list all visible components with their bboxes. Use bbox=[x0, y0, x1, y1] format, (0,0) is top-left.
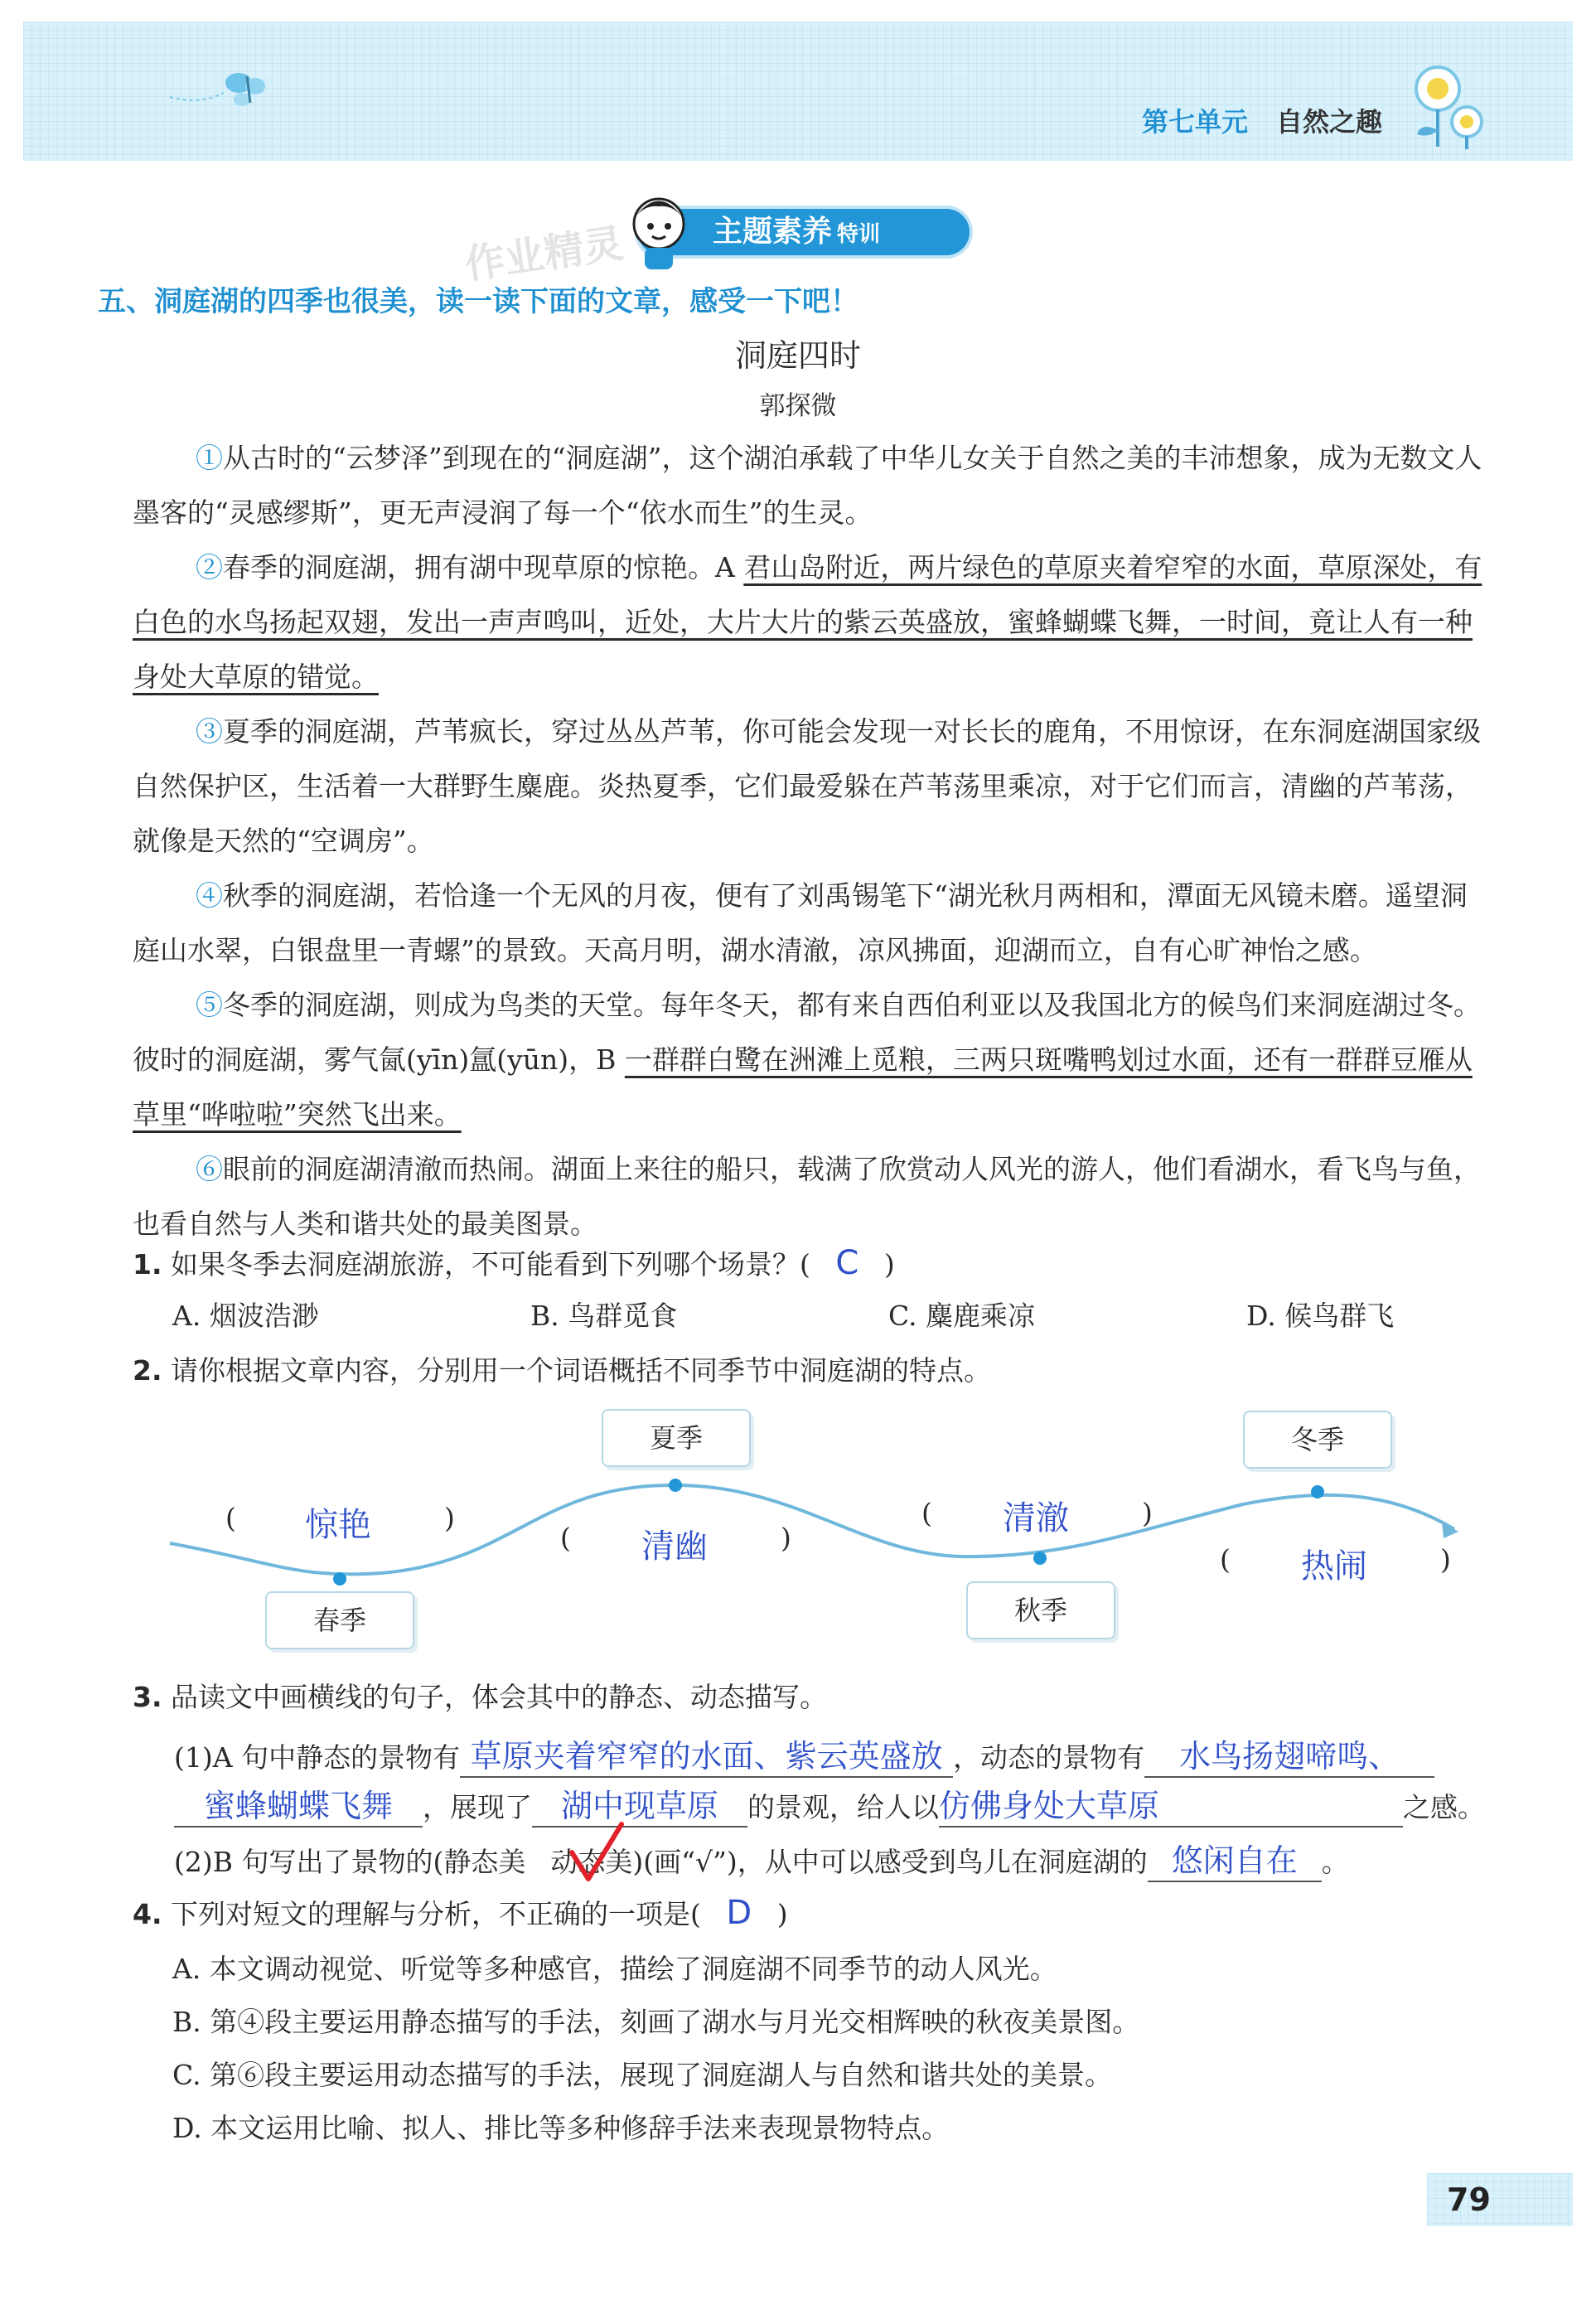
question-text: 如果冬季去洞庭湖旅游，不可能看到下列哪个场景？( bbox=[171, 1248, 810, 1281]
paragraph-text: 春季的洞庭湖，拥有湖中现草原的惊艳。A bbox=[223, 551, 744, 583]
q3-text: (2)B 句写出了景物的(静态美 bbox=[174, 1846, 526, 1878]
option-label: 动态美 bbox=[550, 1846, 633, 1878]
q1-option-d: D. 候鸟群飞 bbox=[1246, 1300, 1395, 1332]
spring-dot bbox=[333, 1572, 346, 1586]
topic-label: 自然之趣 bbox=[1276, 106, 1383, 138]
question-text: 请你根据文章内容，分别用一个词语概括不同季节中洞庭湖的特点。 bbox=[171, 1354, 991, 1387]
paren-open: ( bbox=[921, 1497, 932, 1529]
banner-main: 主题素养 bbox=[713, 215, 833, 249]
q3-text: 之感。 bbox=[1403, 1791, 1485, 1823]
answer-feeling: 仿佛身处大草原 bbox=[939, 1780, 1403, 1828]
answer-spring: 惊艳 bbox=[305, 1506, 371, 1544]
paragraph-number: ③ bbox=[196, 715, 223, 748]
article-title: 洞庭四时 bbox=[734, 337, 861, 374]
underlined-sentence-a: 君山岛附近，两片绿色的草原夹着窄窄的水面，草原深处，有白色的水鸟扬起双翅，发出一声声鸣叫，近处，大片大片的紫云英盛放，蜜蜂蝴蝶飞舞，一时间，竟让人有一种身处大草原的错觉。 bbox=[133, 551, 1482, 693]
paragraph-text: 冬季的洞庭湖，则成为鸟类的天堂。每年冬天，都有来自西伯利亚以及我国北方的候鸟们来洞庭湖过冬。彼时的洞庭湖，雾气氤(yīn)氲(yūn)，B bbox=[133, 989, 1481, 1076]
q1-option-a: A. 烟波浩渺 bbox=[172, 1300, 319, 1332]
q4-option-c: C. 第⑥段主要运用动态描写的手法，展现了洞庭湖人与自然和谐共处的美景。 bbox=[172, 2059, 1113, 2091]
question-number: 1. bbox=[133, 1248, 162, 1281]
q4-option-d: D. 本文运用比喻、拟人、排比等多种修辞手法来表现景物特点。 bbox=[172, 2112, 950, 2144]
page-number: 79 bbox=[1427, 2173, 1573, 2226]
season-summer: 夏季 bbox=[602, 1409, 751, 1467]
question-text: 下列对短文的理解与分析，不正确的一项是( bbox=[171, 1898, 701, 1930]
answer-q1: C bbox=[835, 1244, 859, 1282]
q3-text: (1)A 句中静态的景物有 bbox=[174, 1741, 461, 1774]
question-number: 2. bbox=[133, 1354, 162, 1387]
paren-close: ) bbox=[1440, 1543, 1451, 1576]
question-close: ) bbox=[883, 1248, 895, 1281]
paragraph-text: 夏季的洞庭湖，芦苇疯长，穿过丛丛芦苇，你可能会发现一对长长的鹿角，不用惊讶，在东洞庭湖国家级自然保护区，生活着一大群野生麋鹿。炎热夏季，它们最爱躲在芦苇荡里乘凉，对于它们而言，清幽的芦苇荡，就像是天然的“空调房”。 bbox=[133, 715, 1481, 857]
q3-part-1-line-2 bbox=[174, 1780, 1485, 1828]
paragraph-text: 秋季的洞庭湖，若恰逢一个无风的月夜，便有了刘禹锡笔下“湖光秋月两相和，潭面无风镜未磨。遥望洞庭山水翠，白银盘里一青螺”的景致。天高月明，湖水清澈，凉风拂面，迎湖而立，自有心旷神怡之感。 bbox=[133, 879, 1468, 966]
option-dynamic-beauty bbox=[550, 1846, 632, 1878]
watermark: 作业精灵 bbox=[462, 220, 626, 289]
autumn-dot bbox=[1033, 1552, 1047, 1565]
paren-close: ) bbox=[781, 1522, 791, 1554]
paren-close: ) bbox=[1142, 1497, 1153, 1529]
question-close: ) bbox=[776, 1898, 788, 1930]
paren-open: ( bbox=[560, 1522, 571, 1554]
question-4 bbox=[133, 1893, 788, 1932]
question-3 bbox=[133, 1676, 827, 1715]
underlined-sentence-b: 一群群白鹭在洲滩上觅粮，三两只斑嘴鸭划过水面，还有一群群豆雁从草里“哗啦啦”突然飞出来。 bbox=[133, 1043, 1473, 1130]
answer-birds-feeling: 悠闲自在 bbox=[1148, 1835, 1322, 1882]
winter-dot bbox=[1311, 1485, 1324, 1498]
banner-sub: 特训 bbox=[837, 222, 881, 247]
q3-part-2 bbox=[174, 1835, 1349, 1882]
paren-open: ( bbox=[1220, 1543, 1231, 1576]
answer-q4: D bbox=[726, 1894, 752, 1932]
answer-dynamic-scenery-2: 蜜蜂蝴蝶飞舞 bbox=[174, 1780, 423, 1828]
paragraph-number: ② bbox=[196, 551, 223, 583]
q3-text: 的景观，给人以 bbox=[747, 1791, 939, 1823]
q3-part-1-line-1 bbox=[174, 1731, 1434, 1778]
q3-text: )(画“√”)，从中可以感受到鸟儿在洞庭湖的 bbox=[632, 1846, 1148, 1878]
question-number: 4. bbox=[133, 1898, 162, 1930]
q1-option-b: B. 鸟群觅食 bbox=[530, 1300, 678, 1332]
section-title: 五、洞庭湖的四季也很美，读一读下面的文章，感受一下吧！ bbox=[98, 285, 858, 318]
answer-autumn: 清澈 bbox=[1003, 1499, 1069, 1537]
paragraph-number: ① bbox=[196, 442, 223, 474]
q4-option-b: B. 第④段主要运用静态描写的手法，刻画了湖水与月光交相辉映的秋夜美景图。 bbox=[172, 2006, 1140, 2038]
checkmark-icon bbox=[568, 1821, 626, 1887]
q3-text: 。 bbox=[1321, 1846, 1349, 1878]
answer-summer: 清幽 bbox=[641, 1527, 708, 1566]
question-text: 品读文中画横线的句子，体会其中的静态、动态描写。 bbox=[171, 1681, 827, 1713]
paragraph-text: 眼前的洞庭湖清澈而热闹。湖面上来往的船只，载满了欣赏动人风光的游人，他们看湖水，看飞鸟与鱼，也看自然与人类和谐共处的最美图景。 bbox=[133, 1153, 1481, 1240]
answer-dynamic-scenery-1: 水鸟扬翅啼鸣、 bbox=[1144, 1731, 1434, 1778]
answer-landscape: 湖中现草原 bbox=[532, 1780, 747, 1828]
paragraph-number: ④ bbox=[196, 879, 223, 912]
paragraph-number: ⑥ bbox=[196, 1153, 223, 1185]
unit-label: 第七单元 bbox=[1142, 106, 1249, 138]
article-author: 郭探微 bbox=[759, 391, 837, 421]
season-autumn: 秋季 bbox=[966, 1581, 1115, 1639]
q3-text: ，展现了 bbox=[423, 1791, 532, 1823]
question-number: 3. bbox=[133, 1681, 162, 1713]
summer-dot bbox=[669, 1479, 682, 1492]
q3-text: ，动态的景物有 bbox=[953, 1741, 1145, 1774]
paragraph-text: 从古时的“云梦泽”到现在的“洞庭湖”，这个湖泊承载了中华儿女关于自然之美的丰沛想象，成为无数文人墨客的“灵感缪斯”，更无声浸润了每一个“依水而生”的生灵。 bbox=[133, 442, 1482, 529]
season-spring: 春季 bbox=[265, 1591, 414, 1649]
paren-open: ( bbox=[225, 1502, 236, 1534]
arrow-head-icon bbox=[1442, 1522, 1458, 1538]
answer-static-scenery: 草原夹着窄窄的水面、紫云英盛放 bbox=[460, 1731, 953, 1778]
q1-option-c: C. 麋鹿乘凉 bbox=[888, 1300, 1036, 1332]
season-winter: 冬季 bbox=[1243, 1411, 1392, 1469]
q4-option-a: A. 本文调动视觉、听觉等多种感官，描绘了洞庭湖不同季节的动人风光。 bbox=[172, 1953, 1057, 1985]
paren-close: ) bbox=[444, 1502, 455, 1534]
paragraph-number: ⑤ bbox=[196, 989, 223, 1021]
answer-winter: 热闹 bbox=[1301, 1547, 1367, 1586]
